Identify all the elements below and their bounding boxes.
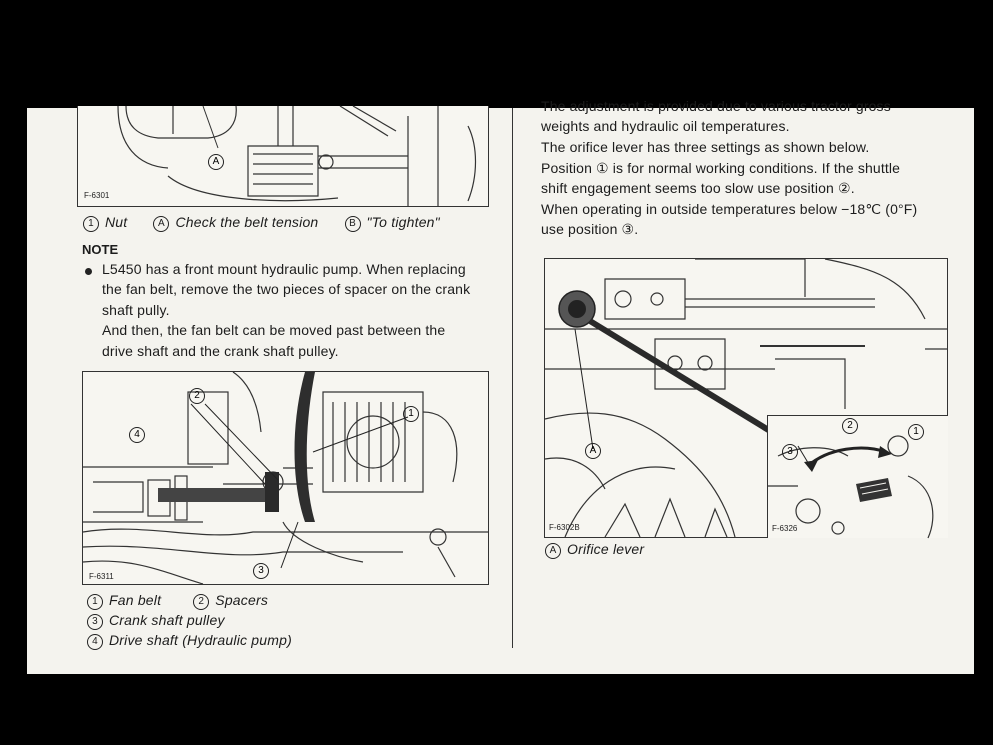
note-line-1: L5450 has a front mount hydraulic pump. When replacing bbox=[102, 261, 466, 277]
figure-fan-belt bbox=[82, 371, 489, 585]
caption-item-to-tighten: B "To tighten" bbox=[345, 214, 440, 230]
inset-callout-3: 3 bbox=[782, 444, 798, 460]
drive-shaft bbox=[158, 488, 278, 502]
figure-id: F-6301 bbox=[84, 191, 110, 200]
right-line-1: The adjustment is provided due to various tractor gross bbox=[541, 98, 891, 114]
fan-belt-illustration bbox=[83, 372, 488, 584]
callout-4: 4 bbox=[129, 427, 145, 443]
note-heading: NOTE bbox=[82, 242, 119, 257]
callout-a: A bbox=[585, 443, 601, 459]
figure-id: F-6311 bbox=[89, 572, 114, 581]
figure-belt-tension bbox=[77, 106, 489, 207]
caption-item-drive-shaft: Drive shaft (Hydraulic pump) bbox=[109, 632, 292, 648]
inset-callout-2: 2 bbox=[842, 418, 858, 434]
left-caption-row-1 bbox=[87, 592, 268, 610]
callout-a: A bbox=[208, 154, 224, 170]
right-line-3: The orifice lever has three settings as shown below. bbox=[541, 139, 870, 155]
caption-item-fan-belt: 1 Fan belt bbox=[87, 592, 165, 608]
belt-tension-illustration bbox=[78, 106, 488, 206]
caption-item-orifice-lever: Orifice lever bbox=[567, 541, 645, 557]
callout-2: 2 bbox=[189, 388, 205, 404]
right-figure-caption: A Orifice lever bbox=[545, 541, 644, 559]
left-caption-row-3: 4 Drive shaft (Hydraulic pump) bbox=[87, 632, 292, 650]
note-line-4: And then, the fan belt can be moved past between the bbox=[102, 322, 446, 338]
caption-item-check-belt: A Check the belt tension bbox=[153, 214, 322, 230]
caption-item-spacers: 2 Spacers bbox=[193, 592, 268, 608]
note-line-3: shaft pully. bbox=[102, 302, 170, 318]
right-line-5: shift engagement seems too slow use position ②. bbox=[541, 180, 855, 196]
figure-id: F-6302B bbox=[549, 523, 580, 532]
column-divider bbox=[512, 108, 513, 648]
figure-orifice-lever bbox=[544, 258, 948, 538]
inset-figure-id: F-6326 bbox=[772, 524, 798, 533]
right-line-6: When operating in outside temperatures below −18℃ (0°F) bbox=[541, 201, 918, 217]
note-line-5: drive shaft and the crank shaft pulley. bbox=[102, 343, 339, 359]
note-bullet bbox=[85, 268, 92, 275]
right-line-4: Position ① is for normal working conditions. If the shuttle bbox=[541, 160, 901, 176]
left-caption-row-2: 3 Crank shaft pulley bbox=[87, 612, 225, 630]
right-line-2: weights and hydraulic oil temperatures. bbox=[541, 118, 790, 134]
fan-belt bbox=[295, 372, 316, 522]
inset-figure bbox=[767, 415, 948, 538]
callout-3: 3 bbox=[253, 563, 269, 579]
note-line-2: the fan belt, remove the two pieces of spacer on the crank bbox=[102, 281, 471, 297]
top-figure-caption bbox=[83, 214, 440, 232]
caption-item-crank-pulley: Crank shaft pulley bbox=[109, 612, 225, 628]
manual-page bbox=[27, 98, 974, 674]
inset-callout-1: 1 bbox=[908, 424, 924, 440]
caption-item-nut: 1 Nut bbox=[83, 214, 131, 230]
right-line-7: use position ③. bbox=[541, 221, 639, 237]
callout-1: 1 bbox=[403, 406, 419, 422]
